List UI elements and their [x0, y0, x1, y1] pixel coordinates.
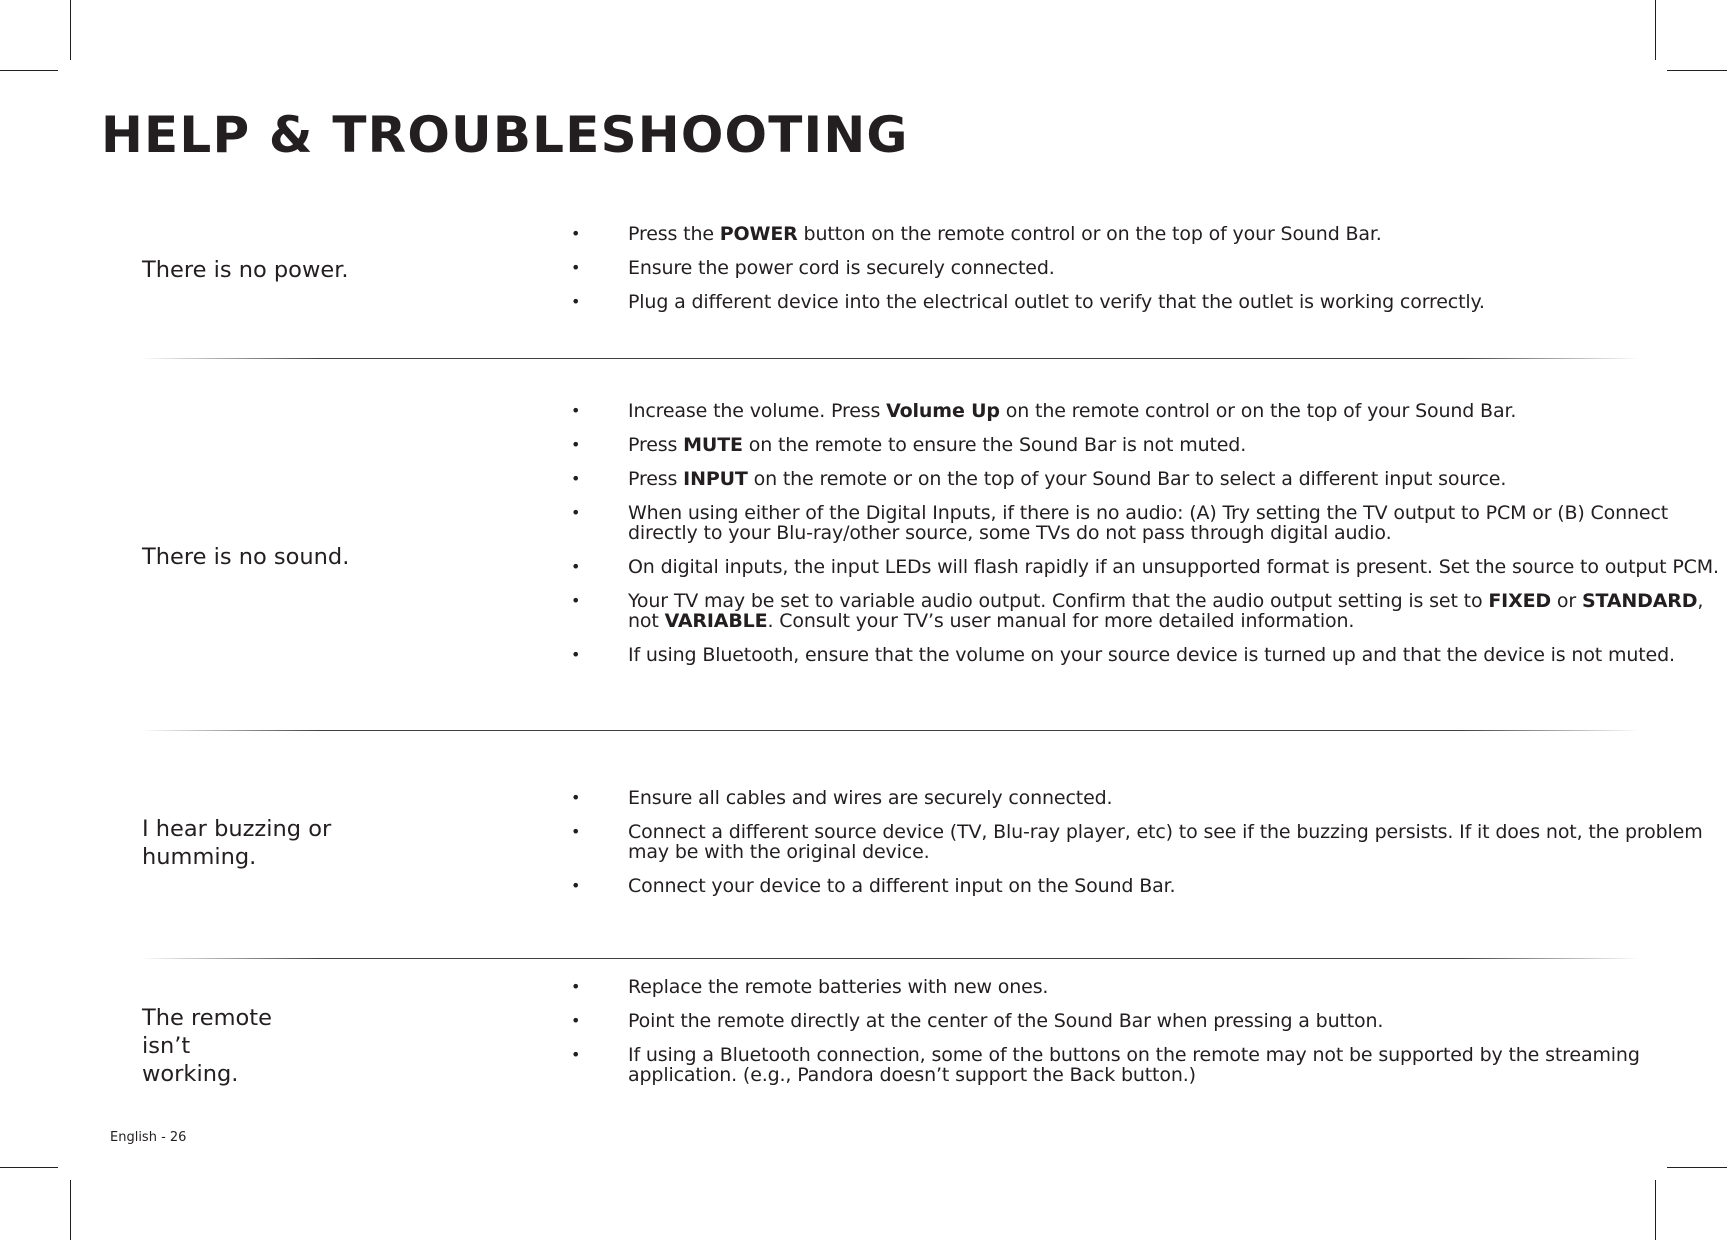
- crop-mark: [0, 70, 58, 71]
- solution-list: [566, 224, 1727, 326]
- bullet-icon: •: [571, 876, 581, 895]
- solution-text: Connect a different source device (TV, Blu-ray player, etc) to see if the buzzing persists. If it does not, the problem may be with the original device.: [628, 821, 1703, 863]
- solution-text: Your TV may be set to variable audio output. Confirm that the audio output setting is set to: [628, 590, 1489, 612]
- solution-text: or: [1551, 590, 1582, 612]
- solution-text: , not: [628, 590, 1704, 632]
- solution-text: Increase the volume. Press: [628, 400, 887, 422]
- control-name: Volume Up: [886, 400, 1000, 422]
- control-name: VARIABLE: [664, 610, 768, 632]
- solution-list: [566, 977, 1727, 1099]
- solution-item: [566, 401, 1727, 421]
- solution-item: [566, 557, 1727, 577]
- crop-mark: [70, 0, 71, 60]
- bullet-icon: •: [571, 822, 581, 841]
- control-name: STANDARD: [1581, 590, 1698, 612]
- problem-label: I hear buzzing or humming.: [142, 816, 332, 870]
- bullet-icon: •: [571, 224, 581, 243]
- section-divider: [140, 730, 1640, 731]
- control-name: MUTE: [683, 434, 743, 456]
- solution-text: Connect your device to a different input on the Sound Bar.: [628, 875, 1176, 897]
- solution-text: button on the remote control or on the top of your Sound Bar.: [797, 223, 1382, 245]
- solution-text: Replace the remote batteries with new ones.: [628, 976, 1049, 998]
- solution-text: Press the: [628, 223, 720, 245]
- crop-mark: [1655, 0, 1656, 60]
- crop-mark: [70, 1180, 71, 1240]
- solution-item: [566, 822, 1727, 862]
- problem-label: The remote isn’t working.: [142, 1005, 272, 1087]
- solution-item: [566, 645, 1727, 665]
- bullet-icon: •: [571, 1045, 581, 1064]
- crop-mark: [0, 1167, 58, 1168]
- page-number: English - 26: [110, 1130, 187, 1145]
- page-title: HELP & TROUBLESHOOTING: [101, 106, 909, 164]
- bullet-icon: •: [571, 645, 581, 664]
- section-divider: [140, 358, 1640, 359]
- bullet-icon: •: [571, 401, 581, 420]
- solution-item: [566, 977, 1727, 997]
- problem-label: There is no sound.: [142, 544, 350, 570]
- solution-list: [566, 788, 1727, 910]
- solution-text: If using Bluetooth, ensure that the volume on your source device is turned up and that the device is not muted.: [628, 644, 1675, 666]
- crop-mark: [1655, 1180, 1656, 1240]
- solution-text: on the remote control or on the top of your Sound Bar.: [999, 400, 1517, 422]
- crop-mark: [1667, 70, 1727, 71]
- bullet-icon: •: [571, 591, 581, 610]
- solution-text: on the remote to ensure the Sound Bar is not muted.: [742, 434, 1247, 456]
- bullet-icon: •: [571, 292, 581, 311]
- solution-item: [566, 435, 1727, 455]
- solution-item: [566, 469, 1727, 489]
- solution-item: [566, 1045, 1727, 1085]
- solution-text: on the remote or on the top of your Sound Bar to select a different input source.: [747, 468, 1507, 490]
- solution-item: [566, 258, 1727, 278]
- problem-label: There is no power.: [142, 257, 349, 283]
- solution-text: Point the remote directly at the center of the Sound Bar when pressing a button.: [628, 1010, 1384, 1032]
- bullet-icon: •: [571, 788, 581, 807]
- bullet-icon: •: [571, 258, 581, 277]
- solution-text: On digital inputs, the input LEDs will flash rapidly if an unsupported format is present. Set the source to output PCM.: [628, 556, 1719, 578]
- solution-text: Press: [628, 434, 684, 456]
- solution-item: [566, 876, 1727, 896]
- solution-item: [566, 788, 1727, 808]
- bullet-icon: •: [571, 469, 581, 488]
- solution-item: [566, 591, 1727, 631]
- solution-item: [566, 292, 1727, 312]
- solution-text: If using a Bluetooth connection, some of the buttons on the remote may not be supported by the streaming application. (e.g., Pandora doesn’t support the Back button.): [628, 1044, 1640, 1086]
- control-name: POWER: [719, 223, 798, 245]
- crop-mark: [1667, 1167, 1727, 1168]
- bullet-icon: •: [571, 1011, 581, 1030]
- solution-text: Ensure the power cord is securely connected.: [628, 257, 1055, 279]
- solution-text: Plug a different device into the electrical outlet to verify that the outlet is working correctly.: [628, 291, 1485, 313]
- control-name: INPUT: [683, 468, 748, 490]
- solution-text: Ensure all cables and wires are securely connected.: [628, 787, 1113, 809]
- control-name: FIXED: [1488, 590, 1552, 612]
- section-divider: [140, 958, 1640, 959]
- solution-list: [566, 401, 1727, 679]
- solution-text: When using either of the Digital Inputs, if there is no audio: (A) Try setting the TV output to PCM or (B) Connect directly to your Blu-ray/other source, some TVs do not pass through digital audio.: [628, 502, 1669, 544]
- solution-item: [566, 503, 1727, 543]
- bullet-icon: •: [571, 435, 581, 454]
- solution-item: [566, 224, 1727, 244]
- solution-text: Press: [628, 468, 684, 490]
- solution-item: [566, 1011, 1727, 1031]
- bullet-icon: •: [571, 977, 581, 996]
- bullet-icon: •: [571, 503, 581, 522]
- bullet-icon: •: [571, 557, 581, 576]
- solution-text: . Consult your TV’s user manual for more detailed information.: [767, 610, 1355, 632]
